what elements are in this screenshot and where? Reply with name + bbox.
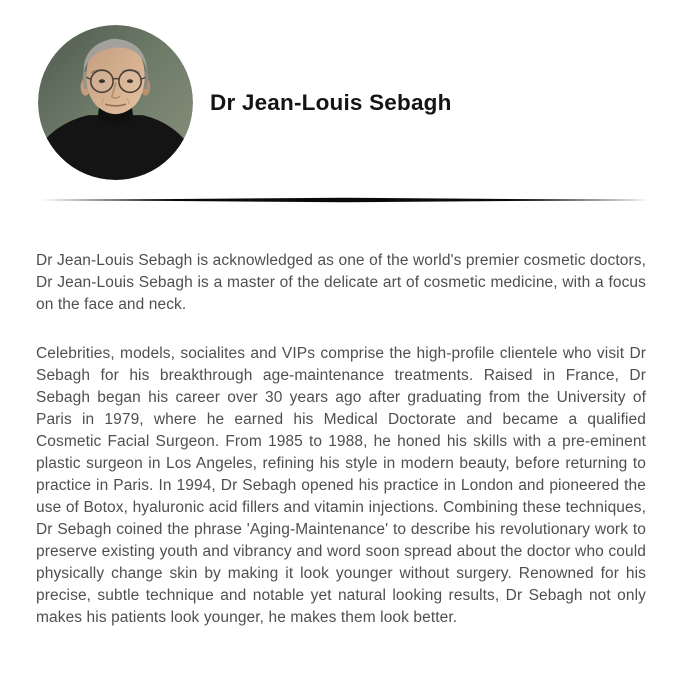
tapered-rule [40,197,648,203]
portrait-photo [38,25,193,180]
divider-line [40,197,648,203]
bio-text [36,250,646,629]
bio-paragraph-2: Celebrities, models, socialites and VIPs comprise the high-profile clientele who visit Dr Sebagh for his breakthrough age-maintenance treatments. Raised in France, Dr Sebagh began his career over 30 years ago after graduating from the University of Paris in 1979, where he earned his Medical Doctorate and became a qualified Cosmetic Facial Surgeon. From 1985 to 1988, he honed his skills with a pre-eminent plastic surgeon in Los Angeles, refining his style in modern beauty, before returning to practice in Paris. In 1994, Dr Sebagh opened his practice in London and pioneered the use of Botox, hyaluronic acid fillers and vitamin injections. Combining these techniques, Dr Sebagh coined the phrase 'Aging-Maintenance' to describe his revolutionary work to preserve existing youth and vibrancy and word soon spread about the doctor who could physically change skin by making it look younger without surgery. Renowned for his precise, subtle technique and notable yet natural looking results, Dr Sebagh not only makes his patients look younger, he makes them look better. [36,345,646,626]
bio-paragraph-1: Dr Jean-Louis Sebagh is acknowledged as one of the world's premier cosmetic doctors, Dr Jean-Louis Sebagh is a master of the delicate art of cosmetic medicine, with a focus on the face and neck. [36,252,646,313]
portrait-illustration [38,25,193,180]
page-title: Dr Jean-Louis Sebagh [210,90,452,115]
